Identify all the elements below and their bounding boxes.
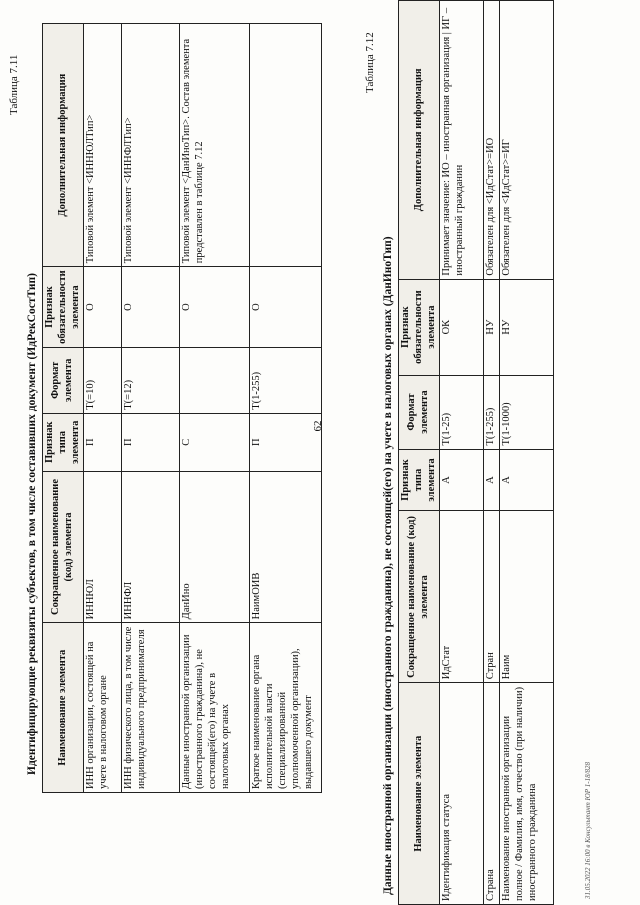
table-cell: П xyxy=(250,413,322,471)
table-712-label: Таблица 7.12 xyxy=(364,32,376,93)
table-cell: ОК xyxy=(440,279,484,375)
table-cell xyxy=(180,347,250,413)
table-712-header: Наименование элемента xyxy=(399,683,440,905)
table-cell: С xyxy=(180,413,250,471)
table-cell: НУ xyxy=(500,279,554,375)
table-cell: ИНН физического лица, в том числе индивидуального предпринимателя xyxy=(122,623,180,793)
page-number: 62 xyxy=(312,420,324,432)
table-711-header: Признак обязательности элемента xyxy=(43,267,84,348)
table-712-header: Признак типа элемента xyxy=(399,449,440,511)
table-cell xyxy=(250,24,322,267)
table-cell: П xyxy=(122,413,180,471)
table-cell: Наим xyxy=(500,511,554,683)
table-row xyxy=(122,24,180,793)
table-row xyxy=(250,24,322,793)
table-711-header-row xyxy=(43,24,84,793)
table-711-header: Признак типа элемента xyxy=(43,413,84,471)
table-cell: Стран xyxy=(484,511,500,683)
table-row xyxy=(484,1,500,905)
table-cell: Данные иностранной организации (иностранного гражданина), не состоящей(его) на учете в налоговых органах xyxy=(180,623,250,793)
table-711-title: Идентифицирующие реквизиты субъектов, в том числе составивших документ (ИдРекСостТип) xyxy=(26,273,38,775)
table-cell: Краткое наименование органа исполнительной власти (специализированной уполномоченной организации), выдавшего документ xyxy=(250,623,322,793)
table-cell: Обязателен для <ИдСтат>=ИО xyxy=(484,1,500,280)
table-712 xyxy=(398,0,554,905)
table-711-header: Сокращенное наименование (код) элемента xyxy=(43,471,84,623)
table-cell: T(=10) xyxy=(84,347,122,413)
table-712-header: Сокращенное наименование (код) элемента xyxy=(399,511,440,683)
table-cell: ДанИно xyxy=(180,471,250,623)
table-cell: Типовой элемент <ИННЮЛТип> xyxy=(84,24,122,267)
table-cell: НУ xyxy=(484,279,500,375)
table-cell: Страна xyxy=(484,683,500,905)
table-cell: Обязателен для <ИдСтат>=ИГ xyxy=(500,1,554,280)
table-cell: А xyxy=(500,449,554,511)
table-cell: T(1-255) xyxy=(484,375,500,449)
table-711-label: Таблица 7.11 xyxy=(8,54,20,115)
table-row xyxy=(84,24,122,793)
table-cell: Типовой элемент <ДанИноТип>. Состав элемента представлен в таблице 7.12 xyxy=(180,24,250,267)
table-cell: НаимОИВ xyxy=(250,471,322,623)
table-row xyxy=(180,24,250,793)
table-cell: ИННЮЛ xyxy=(84,471,122,623)
table-711-header: Дополнительная информация xyxy=(43,24,84,267)
table-712-header: Признак обязательности элемента xyxy=(399,279,440,375)
table-cell: А xyxy=(484,449,500,511)
table-cell: О xyxy=(250,267,322,348)
table-cell: П xyxy=(84,413,122,471)
footer-stamp: 31.05.2022 16:00 в Консультант ЮР 1-18/828 xyxy=(584,761,592,899)
table-cell: Идентификация статуса xyxy=(440,683,484,905)
table-712-header: Формат элемента xyxy=(399,375,440,449)
table-cell: О xyxy=(84,267,122,348)
table-cell: ИдСтат xyxy=(440,511,484,683)
table-row xyxy=(440,1,484,905)
table-cell: Наименование иностранной организации полное / Фамилия, имя, отчество (при наличии) иностранного гражданина xyxy=(500,683,554,905)
table-cell: О xyxy=(180,267,250,348)
table-711-header: Наименование элемента xyxy=(43,623,84,793)
table-cell: Типовой элемент <ИННФЛТип> xyxy=(122,24,180,267)
table-712-header-row xyxy=(399,1,440,905)
table-cell: ИННФЛ xyxy=(122,471,180,623)
table-711-header: Формат элемента xyxy=(43,347,84,413)
table-cell: О xyxy=(122,267,180,348)
table-cell: ИНН организации, состоящей на учете в налоговом органе xyxy=(84,623,122,793)
table-711 xyxy=(42,23,322,793)
table-row xyxy=(500,1,554,905)
table-cell: T(1-1000) xyxy=(500,375,554,449)
table-712-title: Данные иностранной организации (иностранного гражданина), не состоящей(его) на учете в налоговых органах (ДанИноТип) xyxy=(382,236,394,895)
table-cell: T(=12) xyxy=(122,347,180,413)
table-cell: T(1-255) xyxy=(250,347,322,413)
table-cell: Принимает значение: ИО – иностранная организация | ИГ – иностранный гражданин xyxy=(440,1,484,280)
table-712-header: Дополнительная информация xyxy=(399,1,440,280)
table-cell: T(1-25) xyxy=(440,375,484,449)
table-cell: А xyxy=(440,449,484,511)
